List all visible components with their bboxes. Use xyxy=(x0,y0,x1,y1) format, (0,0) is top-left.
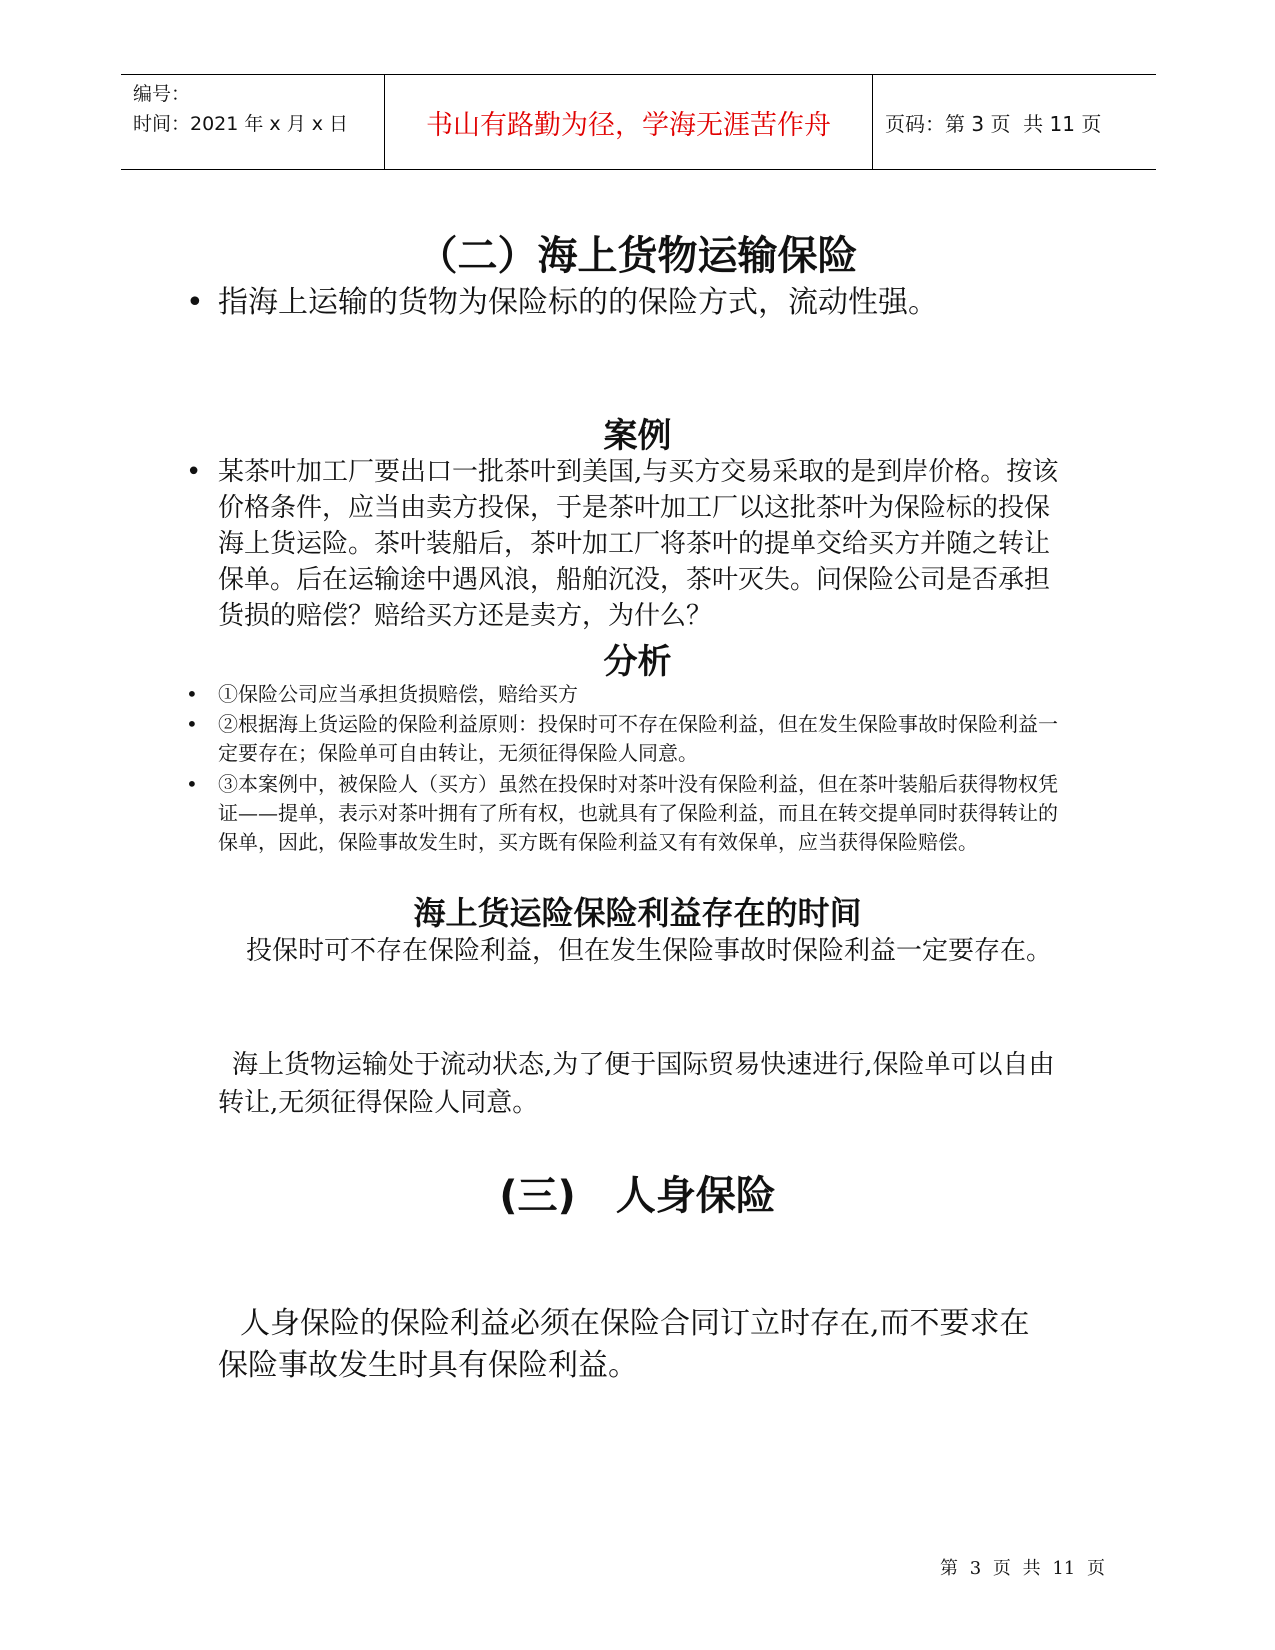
page-label: 页码：第 3 页 共 11 页 xyxy=(885,111,1102,136)
list-item xyxy=(186,770,1066,857)
bullet-icon: • xyxy=(186,457,202,487)
list-item xyxy=(186,680,1066,709)
page-footer: 第 3 页 共 11 页 xyxy=(940,1558,1105,1579)
analysis-item-3: ③本案例中，被保险人（买方）虽然在投保时对茶叶没有保险利益，但在茶叶装船后获得物权凭证——提单，表示对茶叶拥有了所有权，也就具有了保险利益，而且在转交提单同时获得转让的保单，因此，保险事故发生时，买方既有保险利益又有有效保单，应当获得保险赔偿。 xyxy=(218,772,1058,854)
case-text: 某茶叶加工厂要出口一批茶叶到美国,与买方交易采取的是到岸价格。按该价格条件，应当由卖方投保，于是茶叶加工厂以这批茶叶为保险标的投保海上货运险。茶叶装船后，茶叶加工厂将茶叶的提单交给买方并随之转让保单。后在运输途中遇风浪，船舶沉没，茶叶灭失。问保险公司是否承担货损的赔偿？赔给买方还是卖方，为什么？ xyxy=(218,457,1059,631)
section3-paragraph: 人身保险的保险利益必须在保险合同订立时存在,而不要求在保险事故发生时具有保险利益。 xyxy=(218,1306,1030,1383)
section2-bullet: 指海上运输的货物为保险标的的保险方式，流动性强。 xyxy=(218,285,938,320)
timing-paragraph-2: 海上货物运输处于流动状态,为了便于国际贸易快速进行,保险单可以自由转让,无须征得保险人同意。 xyxy=(218,1050,1055,1118)
bullet-icon: • xyxy=(186,682,198,706)
timing-paragraph-1: 投保时可不存在保险利益，但在发生保险事故时保险利益一定要存在。 xyxy=(246,936,1053,966)
bullet-icon: • xyxy=(186,772,198,796)
list-item xyxy=(186,284,1046,322)
header-left-cell xyxy=(121,75,385,169)
bullet-icon: • xyxy=(186,285,204,320)
analysis-item-1: ①保险公司应当承担货损赔偿，赔给买方 xyxy=(218,682,578,706)
case-title: 案例 xyxy=(603,416,672,456)
section2-title: （二）海上货物运输保险 xyxy=(417,233,858,279)
list-item xyxy=(186,710,1066,768)
section3-title: (三) 人身保险 xyxy=(499,1173,776,1219)
motto: 书山有路勤为径，学海无涯苦作舟 xyxy=(385,75,873,169)
bullet-icon: • xyxy=(186,712,198,736)
time-label: 时间：2021 年 x 月 x 日 xyxy=(133,113,349,135)
header-page-cell xyxy=(873,75,1156,169)
header-table xyxy=(121,74,1156,170)
timing-title: 海上货运险保险利益存在的时间 xyxy=(413,894,862,932)
analysis-title: 分析 xyxy=(603,642,672,682)
list-item xyxy=(186,454,1066,634)
number-label: 编号： xyxy=(133,83,191,105)
analysis-item-2: ②根据海上货运险的保险利益原则：投保时可不存在保险利益，但在发生保险事故时保险利益一定要存在；保险单可自由转让，无须征得保险人同意。 xyxy=(218,712,1058,765)
